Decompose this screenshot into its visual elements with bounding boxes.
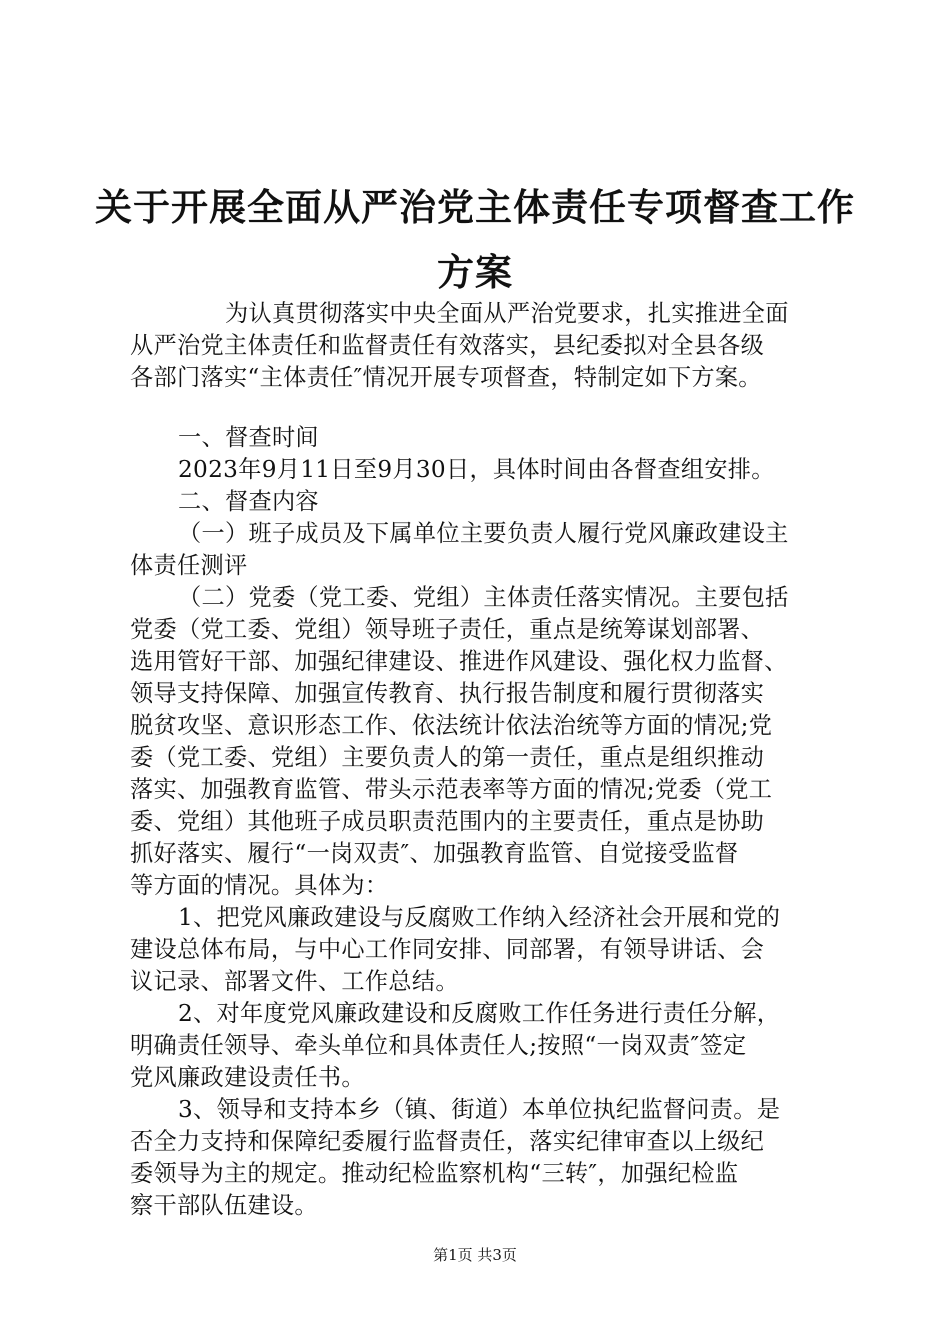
detail-3-line-2: 否全力支持和保障纪委履行监督责任，落实纪律审查以上级纪 <box>130 1128 765 1155</box>
time-detail-line: 2023年9月11日至9月30日，具体时间由各督查组安排。 <box>178 456 775 483</box>
detail-3-line-3: 委领导为主的规定。推动纪检监察机构“三转″，加强纪检监 <box>130 1160 739 1187</box>
content-item-2-line-5: 脱贫攻坚、意识形态工作、依法统计依法治统等方面的情况;党 <box>130 712 773 739</box>
content-item-1-line-2: 体责任测评 <box>130 552 248 579</box>
detail-1-line-2: 建设总体布局，与中心工作同安排、同部署，有领导讲话、会 <box>130 936 765 963</box>
detail-2-line-2: 明确责任领导、牵头单位和具体责任人;按照“一岗双责″签定 <box>130 1032 747 1059</box>
intro-line-1: 为认真贯彻落实中央全面从严治党要求，扎实推进全面 <box>225 300 789 327</box>
document-title-line-2: 方案 <box>437 251 513 294</box>
content-item-2-line-4: 领导支持保障、加强宣传教育、执行报告制度和履行贯彻落实 <box>130 680 765 707</box>
page-footer: 第1页 共3页 <box>433 1246 517 1264</box>
section-heading-time: 一、督查时间 <box>178 424 319 451</box>
intro-line-3: 各部门落实“主体责任″情况开展专项督查，特制定如下方案。 <box>130 364 762 391</box>
detail-2-line-3: 党风廉政建设责任书。 <box>130 1064 365 1091</box>
content-item-2-line-8: 委、党组）其他班子成员职责范围内的主要责任，重点是协助 <box>130 808 765 835</box>
detail-1-line-3: 议记录、部署文件、工作总结。 <box>130 968 459 995</box>
section-heading-content: 二、督查内容 <box>178 488 319 515</box>
intro-line-2: 从严治党主体责任和监督责任有效落实，县纪委拟对全县各级 <box>130 332 765 359</box>
detail-3-line-1: 3、领导和支持本乡（镇、街道）本单位执纪监督问责。是 <box>178 1096 781 1123</box>
content-item-2-line-10: 等方面的情况。具体为： <box>130 872 389 899</box>
document-title-line-1: 关于开展全面从严治党主体责任专项督查工作 <box>95 186 855 229</box>
detail-3-line-4: 察干部队伍建设。 <box>130 1192 318 1219</box>
content-item-2-line-6: 委（党工委、党组）主要负责人的第一责任，重点是组织推动 <box>130 744 765 771</box>
content-item-2-line-9: 抓好落实、履行“一岗双责″、加强教育监管、自觉接受监督 <box>130 840 739 867</box>
detail-1-line-1: 1、把党风廉政建设与反腐败工作纳入经济社会开展和党的 <box>178 904 781 931</box>
content-item-2-line-1: （二）党委（党工委、党组）主体责任落实情况。主要包括 <box>178 584 789 611</box>
content-item-1-line-1: （一）班子成员及下属单位主要负责人履行党风廉政建设主 <box>178 520 789 547</box>
content-item-2-line-2: 党委（党工委、党组）领导班子责任，重点是统筹谋划部署、 <box>130 616 765 643</box>
detail-2-line-1: 2、对年度党风廉政建设和反腐败工作任务进行责任分解， <box>178 1000 781 1027</box>
content-item-2-line-7: 落实、加强教育监管、带头示范表率等方面的情况;党委（党工 <box>130 776 773 803</box>
content-item-2-line-3: 选用管好干部、加强纪律建设、推进作风建设、强化权力监督、 <box>130 648 788 675</box>
